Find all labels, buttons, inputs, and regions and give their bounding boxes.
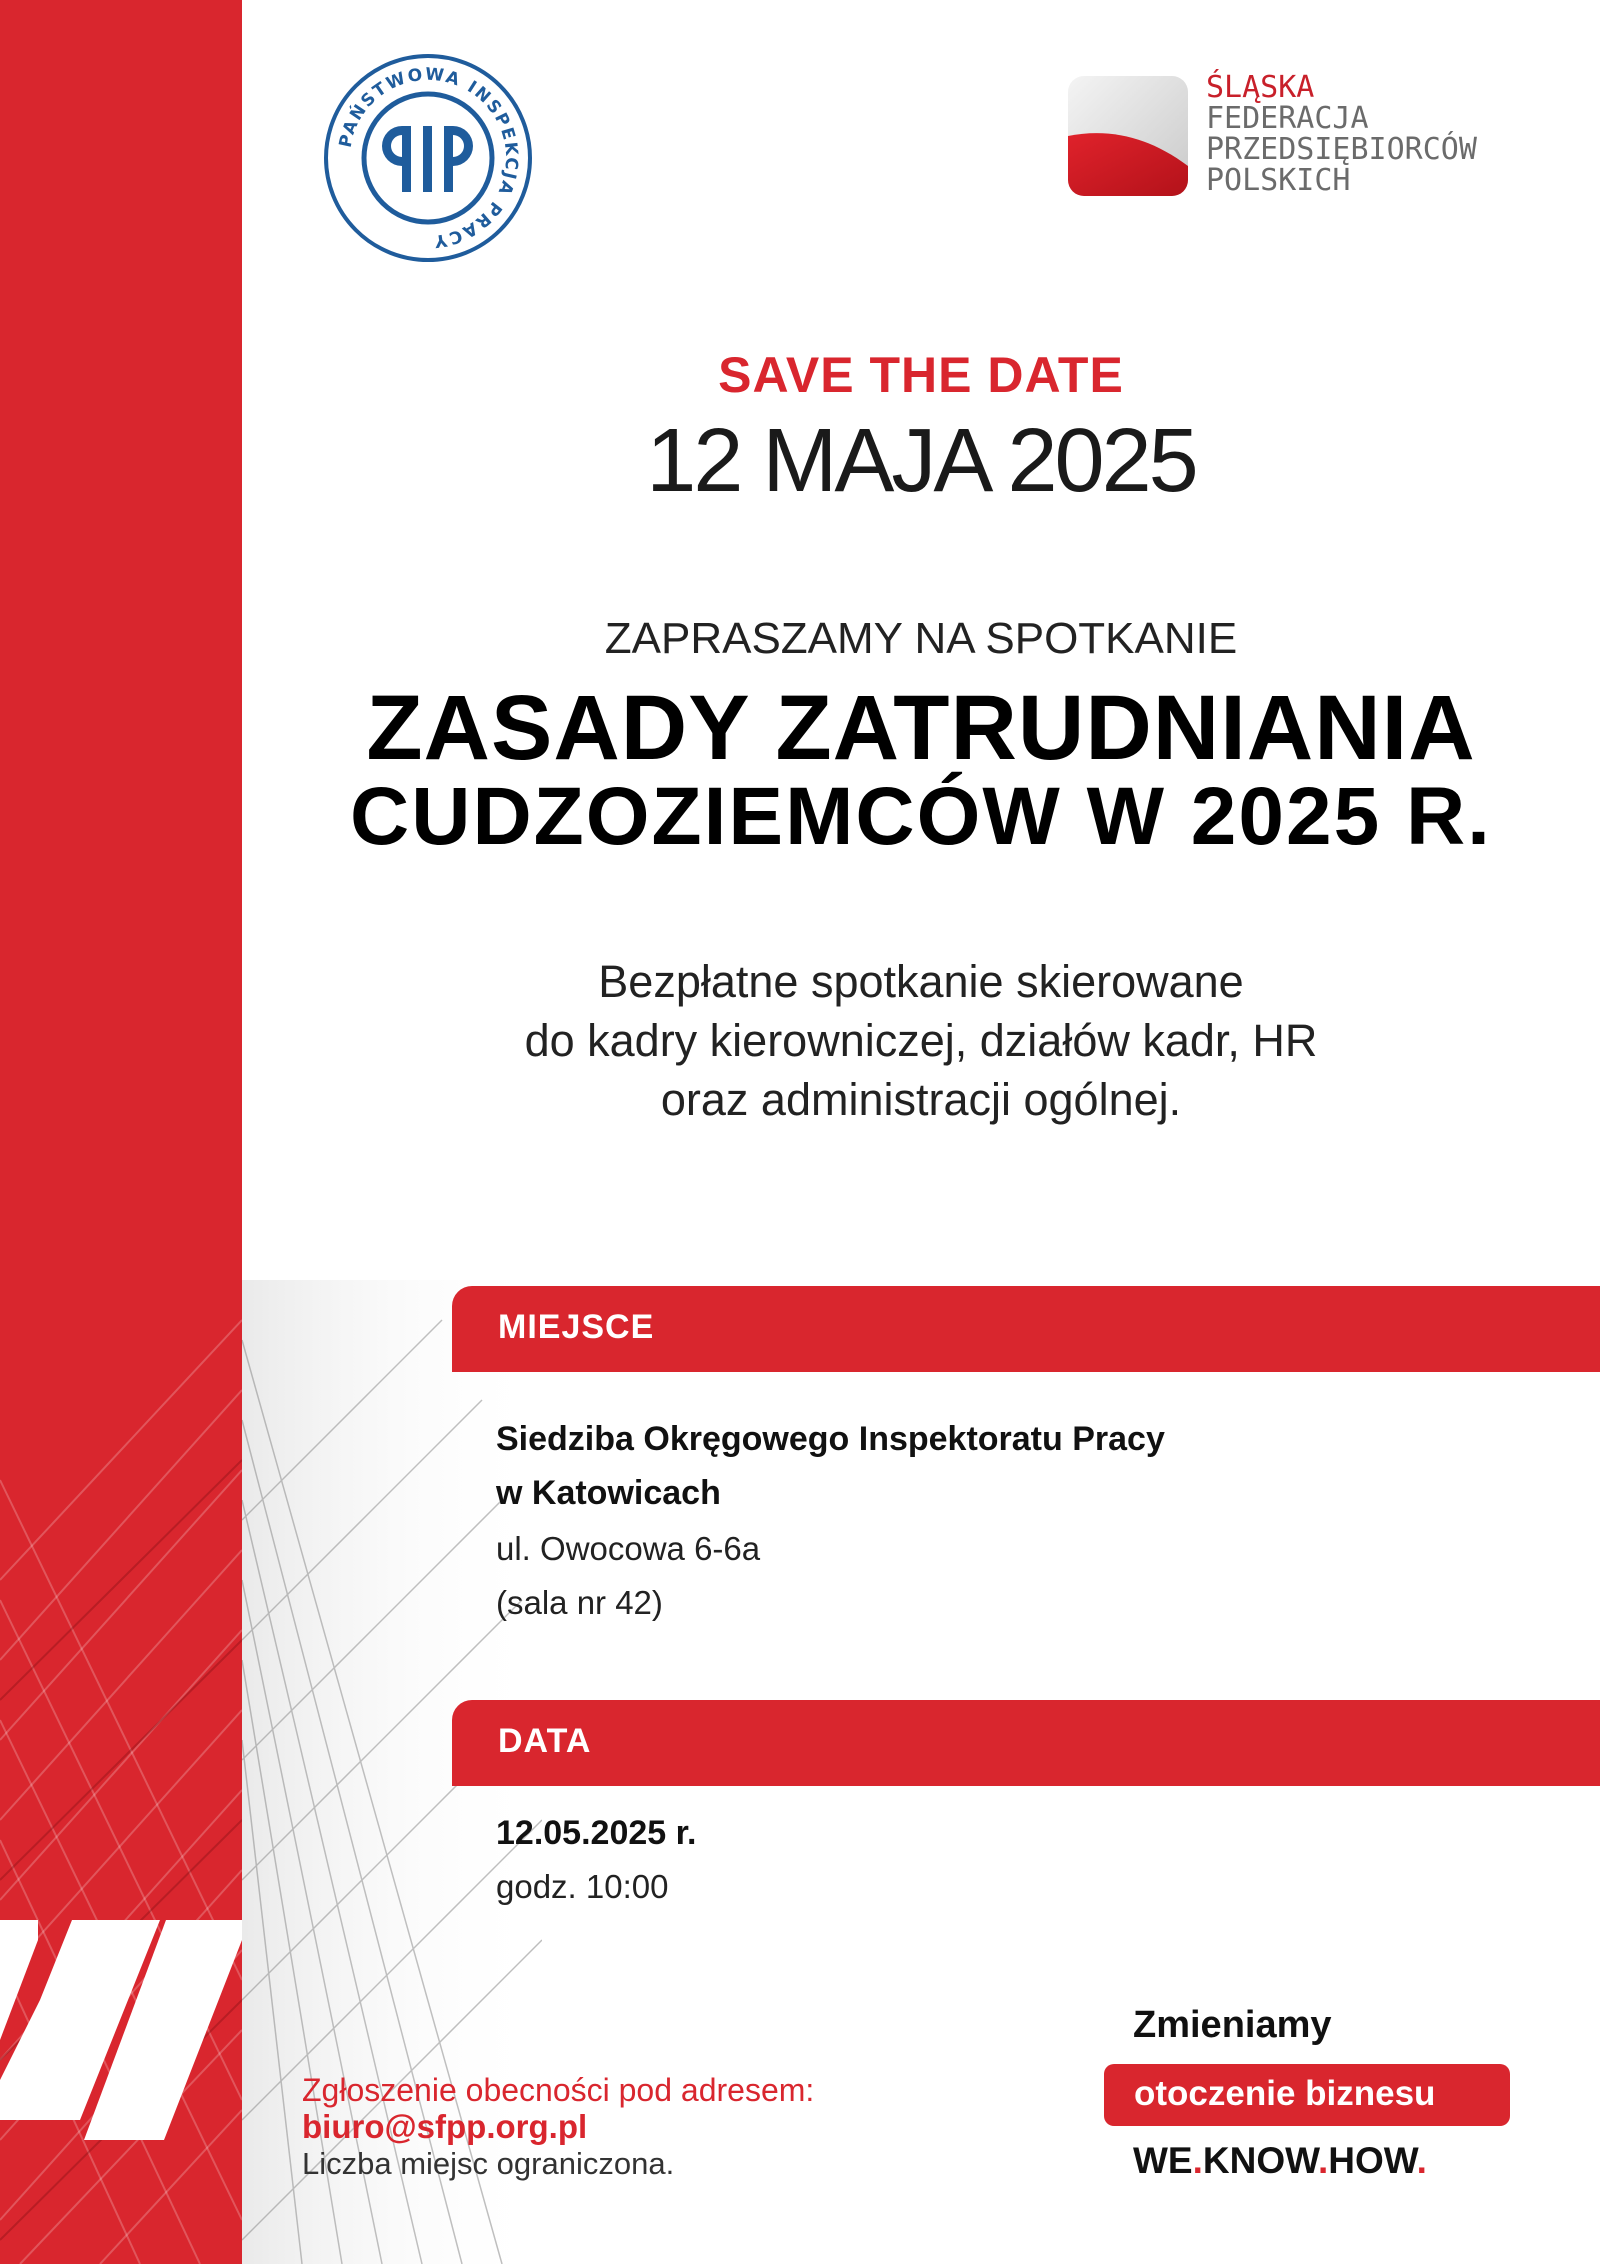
place-room: (sala nr 42) (496, 1584, 663, 1621)
save-the-date-label: SAVE THE DATE (718, 347, 1124, 403)
slogan-dot-2: . (1318, 2140, 1329, 2181)
place-street: ul. Owocowa 6-6a (496, 1530, 761, 1567)
place-name-line-1: Siedziba Okręgowego Inspektoratu Pracy (496, 1420, 1165, 1458)
event-time: godz. 10:00 (496, 1868, 669, 1905)
place-name-line-2: w Katowicach (496, 1474, 721, 1512)
slogan-word-how: HOW (1328, 2140, 1417, 2181)
sfpp-line-1: ŚLĄSKA (1206, 70, 1315, 105)
registration-label: Zgłoszenie obecności pod adresem: (302, 2072, 815, 2108)
seats-limited-note: Liczba miejsc ograniczona. (302, 2146, 675, 2181)
registration-email-link[interactable]: biuro@sfpp.org.pl (302, 2108, 588, 2145)
place-section-header (452, 1286, 1600, 1372)
date-heading: DATA (498, 1722, 592, 1760)
slogan-word-know: KNOW (1202, 2140, 1318, 2181)
pip-ring-text: PAŃSTWOWA INSPEKCJA PRACY (335, 64, 522, 252)
polish-flag-mark (1068, 76, 1188, 196)
slogan-line-1: Zmieniamy (1133, 2004, 1332, 2046)
slogan-word-we: WE (1133, 2140, 1193, 2181)
description-line-2: do kadry kierowniczej, działów kadr, HR (524, 1015, 1318, 1066)
event-date-headline: 12 MAJA 2025 (646, 411, 1196, 511)
place-heading: MIEJSCE (498, 1308, 655, 1346)
invite-lead: ZAPRASZAMY NA SPOTKANIE (604, 614, 1238, 663)
slogan-we-know-how (1133, 2140, 1427, 2182)
sfpp-line-2: FEDERACJA (1206, 101, 1369, 136)
slogan-pill (1104, 2064, 1510, 2126)
event-description (242, 952, 1600, 1129)
slogan-pill-text: otoczenie biznesu (1134, 2074, 1436, 2113)
event-title-line-2: CUDZOZIEMCÓW W 2025 R. (350, 771, 1492, 862)
description-line-3: oraz administracji ogólnej. (660, 1074, 1182, 1125)
sfpp-line-4: POLSKICH (1206, 163, 1351, 198)
date-section-header (452, 1700, 1600, 1786)
sfpp-line-3: PRZEDSIĘBIORCÓW (1206, 132, 1477, 167)
registration-info (302, 2072, 814, 2182)
slogan-dot-3: . (1416, 2140, 1427, 2181)
description-line-1: Bezpłatne spotkanie skierowane (598, 956, 1244, 1007)
event-date: 12.05.2025 r. (496, 1814, 697, 1852)
pip-logo (322, 52, 534, 264)
sfpp-wordmark (1206, 72, 1566, 196)
left-decorative-band (0, 0, 242, 2264)
slogan-dot-1: . (1192, 2140, 1203, 2181)
event-title-line-1: ZASADY ZATRUDNIANIA (366, 677, 1476, 779)
architecture-lines-graphic (0, 1280, 242, 2264)
